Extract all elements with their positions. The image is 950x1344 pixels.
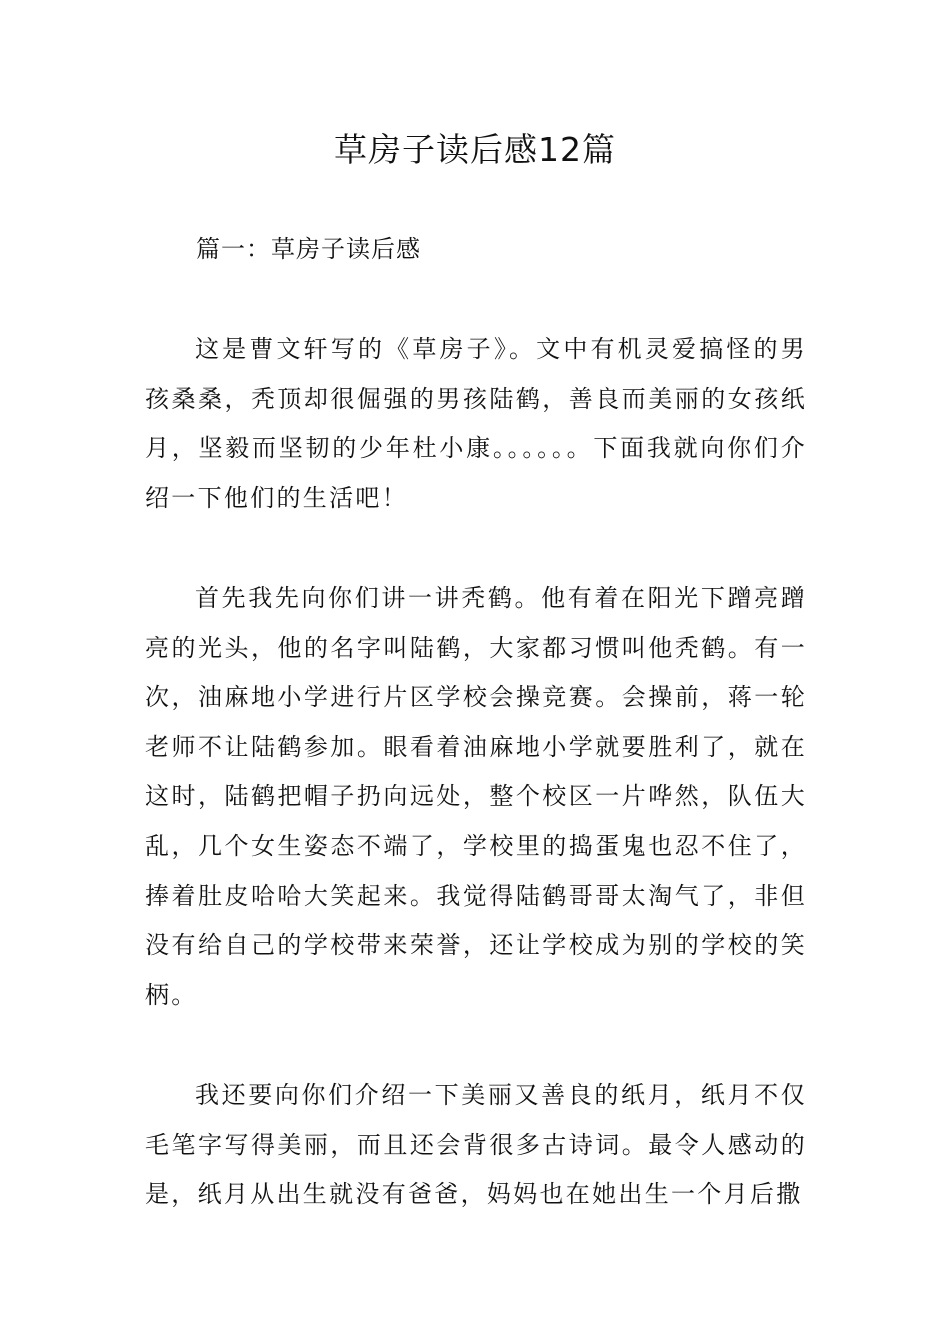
paragraph-luhe: 首先我先向你们讲一讲秃鹤。他有着在阳光下蹭亮蹭亮的光头，他的名字叫陆鹤，大家都习惯叫他秃鹤。有一次，油麻地小学进行片区学校会操竞赛。会操前，蒋一轮老师不让陆鹤参加。眼看着油麻地小学就要胜利了，就在这时，陆鹤把帽子扔向远处，整个校区一片哗然，队伍大乱，几个女生姿态不端了，学校里的捣蛋鬼也忍不住了，捧着肚皮哈哈大笑起来。我觉得陆鹤哥哥太淘气了，非但没有给自己的学校带来荣誉，还让学校成为别的学校的笑柄。 xyxy=(145,584,807,1009)
paragraph-intro: 这是曹文轩写的《草房子》。文中有机灵爱搞怪的男孩桑桑，秃顶却很倔强的男孩陆鹤，善良而美丽的女孩纸月，坚毅而坚韧的少年杜小康。。。。。。下面我就向你们介绍一下他们的生活吧！ xyxy=(145,335,807,512)
document-title: 草房子读后感12篇 xyxy=(334,130,616,169)
paragraph-zhiyue: 我还要向你们介绍一下美丽又善良的纸月，纸月不仅毛笔字写得美丽，而且还会背很多古诗词。最令人感动的是，纸月从出生就没有爸爸，妈妈也在她出生一个月后撒 xyxy=(145,1081,807,1209)
section-heading: 篇一：草房子读后感 xyxy=(196,235,421,263)
